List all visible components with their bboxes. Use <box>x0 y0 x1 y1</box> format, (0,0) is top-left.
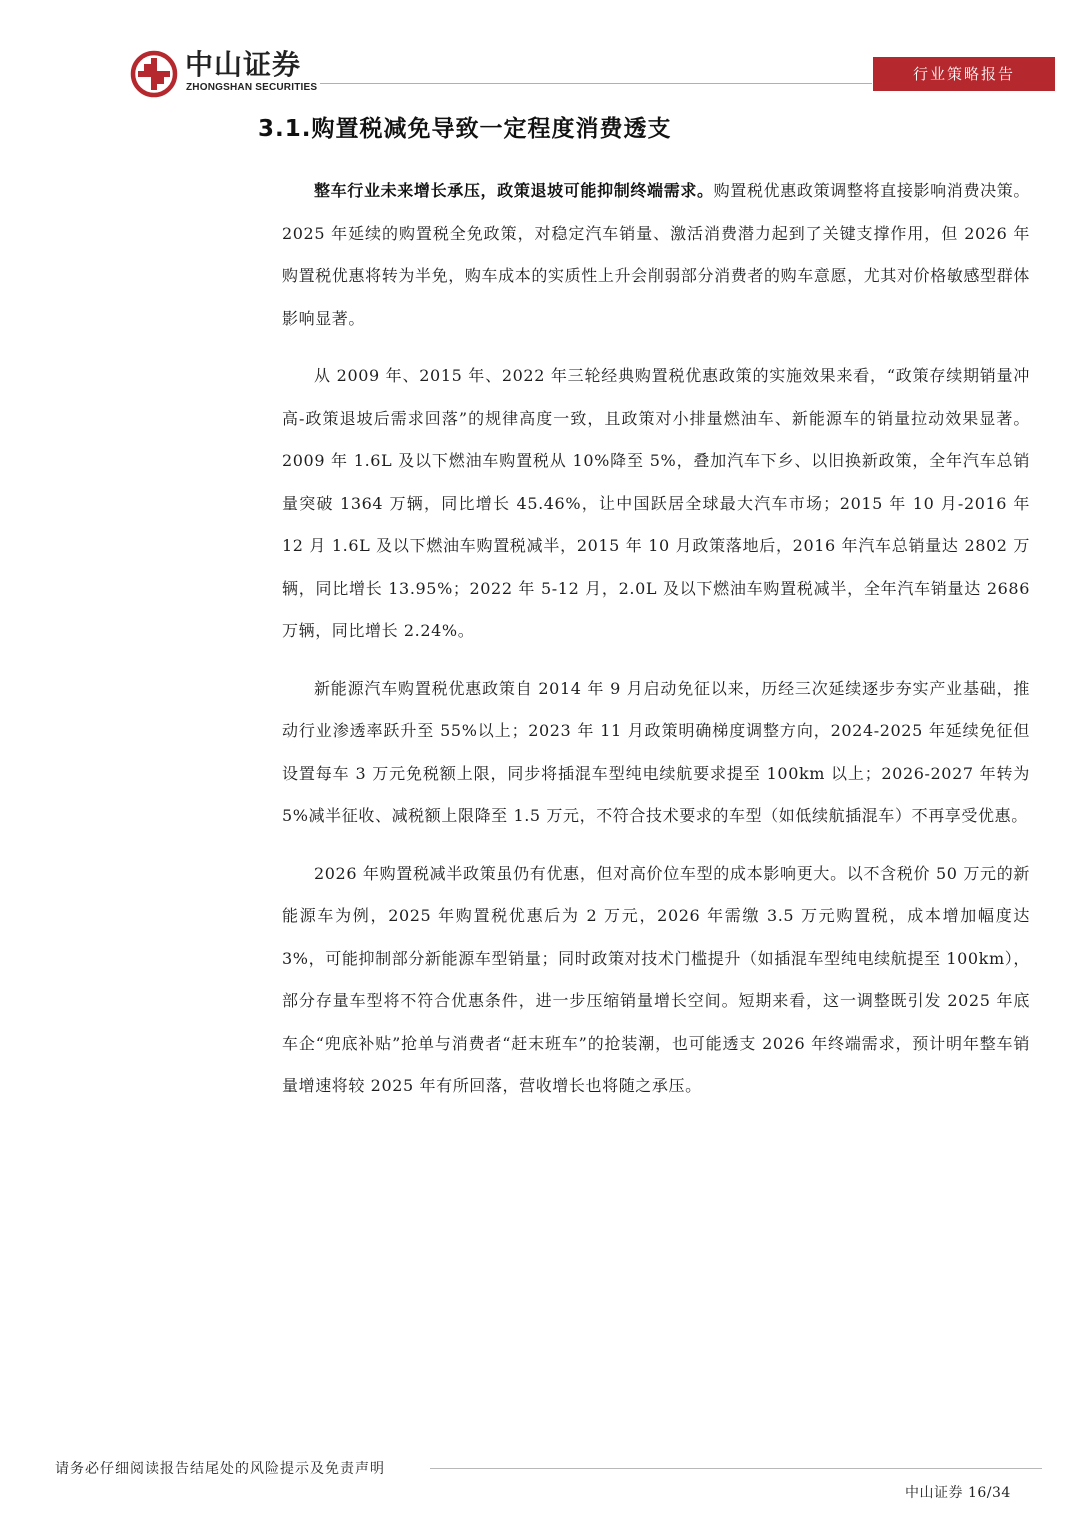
report-type-badge: 行业策略报告 <box>873 57 1055 91</box>
paragraph-text: 新能源汽车购置税优惠政策自 2014 年 9 月启动免征以来，历经三次延续逐步夯实产业基础，推动行业渗透率跃升至 55%以上；2023 年 11 月政策明确梯度调整方向，2024-2025 年延续免征但设置每车 3 万元免税额上限，同步将插混车型纯电续航要求提至 100km 以上；2026-2027 年转为 5%减半征收、减税额上限降至 1.5 万元，不符合技术要求的车型（如低续航插混车）不再享受优惠。 <box>282 678 1030 825</box>
page-number: 中山证券 16/34 <box>905 1485 1011 1501</box>
footer-disclaimer: 请务必仔细阅读报告结尾处的风险提示及免责声明 <box>55 1461 385 1477</box>
footer-divider <box>430 1468 1042 1469</box>
paragraph-1 <box>282 170 1030 340</box>
section-title: 3.1.购置税减免导致一定程度消费透支 <box>258 116 672 142</box>
brand-name-cn: 中山证券 <box>185 48 302 81</box>
zhongshan-logo-icon <box>130 50 178 98</box>
paragraph-text: 从 2009 年、2015 年、2022 年三轮经典购置税优惠政策的实施效果来看，“政策存续期销量冲高-政策退坡后需求回落”的规律高度一致，且政策对小排量燃油车、新能源车的销量拉动效果显著。2009 年 1.6L 及以下燃油车购置税从 10%降至 5%，叠加汽车下乡、以旧换新政策，全年汽车总销量突破 1364 万辆，同比增长 45.46%，让中国跃居全球最大汽车市场；2015 年 10 月-2016 年 12 月 1.6L 及以下燃油车购置税减半，2015 年 10 月政策落地后，2016 年汽车总销量达 2802 万辆，同比增长 13.95%；2022 年 5-12 月，2.0L 及以下燃油车购置税减半，全年汽车销量达 2686 万辆，同比增长 2.24%。 <box>282 366 1030 640</box>
paragraph-2 <box>282 355 1030 653</box>
header-divider <box>320 83 872 84</box>
body-content <box>282 170 1030 1123</box>
page-header <box>0 0 1080 100</box>
paragraph-4 <box>282 853 1030 1108</box>
paragraph-3 <box>282 668 1030 838</box>
paragraph-text: 2026 年购置税减半政策虽仍有优惠，但对高价位车型的成本影响更大。以不含税价 50 万元的新能源车为例，2025 年购置税优惠后为 2 万元，2026 年需缴 3.5 万元购置税，成本增加幅度达 3%，可能抑制部分新能源车型销量；同时政策对技术门槛提升（如插混车型纯电续航提至 100km），部分存量车型将不符合优惠条件，进一步压缩销量增长空间。短期来看，这一调整既引发 2025 年底车企“兜底补贴”抢单与消费者“赶末班车”的抢装潮，也可能透支 2026 年终端需求，预计明年整车销量增速将较 2025 年有所回落，营收增长也将随之承压。 <box>282 863 1030 1095</box>
paragraph-lead: 整车行业未来增长承压，政策退坡可能抑制终端需求。 <box>314 181 714 200</box>
brand-name-en: ZHONGSHAN SECURITIES <box>186 82 318 93</box>
paragraph-text: 购置税优惠政策调整将直接影响消费决策。2025 年延续的购置税全免政策，对稳定汽车销量、激活消费潜力起到了关键支撑作用，但 2026 年购置税优惠将转为半免，购车成本的实质性上升会削弱部分消费者的购车意愿，尤其对价格敏感型群体影响显著。 <box>282 181 1030 328</box>
